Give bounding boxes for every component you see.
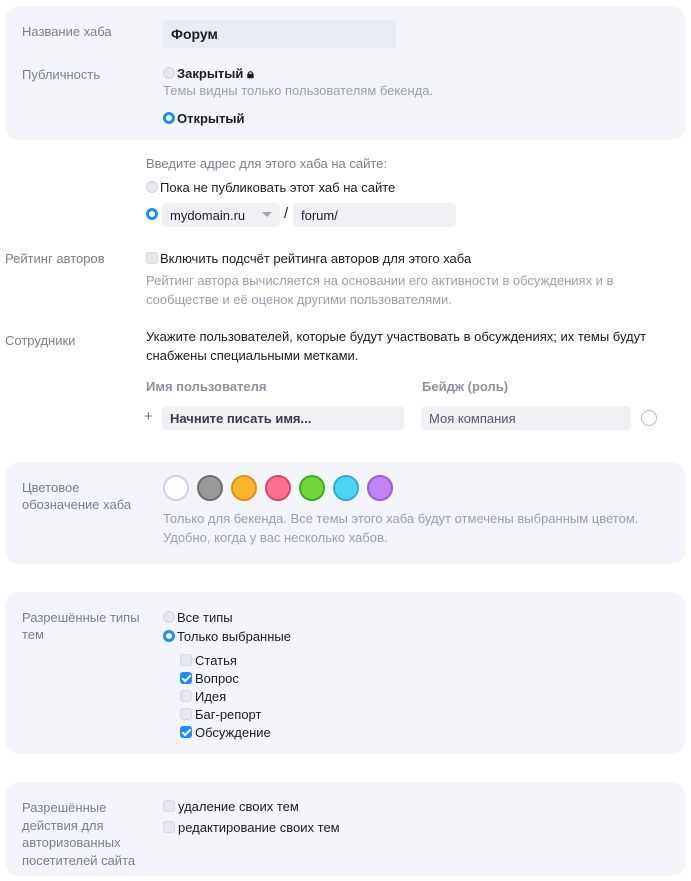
color-swatch[interactable] [231,475,257,501]
checkbox[interactable] [180,726,192,738]
color-label: Цветовое обозначение хаба [22,480,132,512]
staff-description: Укажите пользователей, которые будут участвовать в обсуждениях; их темы будут снабжены специальными метками. [146,329,647,363]
radio-closed[interactable] [163,67,175,79]
color-swatch[interactable] [333,475,359,501]
color-hint: Только для бекенда. Все темы этого хаба будут отмечены выбранным цветом. Удобно, когда у вас несколько хабов. [163,511,639,545]
domain-select[interactable] [162,203,280,227]
rating-label: Рейтинг авторов [5,251,105,266]
lock-icon: 🔒︎ [247,66,254,81]
radio-selected-types[interactable] [163,630,175,642]
closed-label: Закрытый 🔒︎ [177,66,254,81]
publicity-label: Публичность [22,67,101,82]
checkbox-label: Обсуждение [195,725,271,740]
rating-checkbox-label: Включить подсчёт рейтинга авторов для этого хаба [160,251,472,266]
types-label: Разрешённые типы тем [22,610,140,642]
no-publish-label: Пока не публиковать этот хаб на сайте [160,180,396,195]
checkbox[interactable] [163,800,175,812]
radio-all-types[interactable] [163,611,175,623]
path-separator: / [284,205,289,222]
radio-no-publish[interactable] [146,181,158,193]
open-label: Открытый [177,111,245,126]
rating-hint: Рейтинг автора вычисляется на основании его активности в обсуждениях и в сообществе и её оценок другими пользователями. [146,273,614,307]
hub-name-label: Название хаба [22,24,112,39]
checkbox-label: Баг-репорт [195,707,262,722]
radio-open[interactable] [163,112,175,124]
radio-publish[interactable] [146,208,158,220]
checkbox-label: удаление своих тем [178,799,299,814]
add-staff-button[interactable]: + [144,408,153,425]
badge-input[interactable]: Моя компания [421,406,631,430]
checkbox[interactable] [180,690,192,702]
color-swatch[interactable] [163,475,189,501]
color-swatch[interactable] [299,475,325,501]
checkbox-label: Статья [195,653,237,668]
color-swatch[interactable] [367,475,393,501]
checkbox-label: Вопрос [195,671,239,686]
checkbox-label: редактирование своих тем [178,820,340,835]
user-name-input[interactable]: Начните писать имя... [162,406,404,430]
path-input[interactable]: forum/ [293,203,456,227]
checkbox[interactable] [163,821,175,833]
all-types-label: Все типы [177,610,233,625]
checkbox-label: Идея [195,689,227,704]
selected-types-label: Только выбранные [177,629,291,644]
domain-value: mydomain.ru [170,207,246,223]
actions-label: Разрешённые действия для авторизованных посетителей сайта [22,800,136,868]
color-swatch[interactable] [265,475,291,501]
address-prompt: Введите адрес для этого хаба на сайте: [146,156,388,171]
rating-checkbox[interactable] [146,252,158,264]
hub-name-input[interactable]: Форум [163,20,396,48]
col-badge-header: Бейдж (роль) [422,379,509,394]
staff-label: Сотрудники [5,333,76,348]
badge-color-picker[interactable] [641,410,657,426]
checkbox[interactable] [180,672,192,684]
color-swatch[interactable] [197,475,223,501]
closed-hint: Темы видны только пользователям бекенда. [163,83,434,98]
col-user-header: Имя пользователя [146,379,267,394]
checkbox[interactable] [180,654,192,666]
chevron-down-icon [262,212,272,217]
checkbox[interactable] [180,708,192,720]
